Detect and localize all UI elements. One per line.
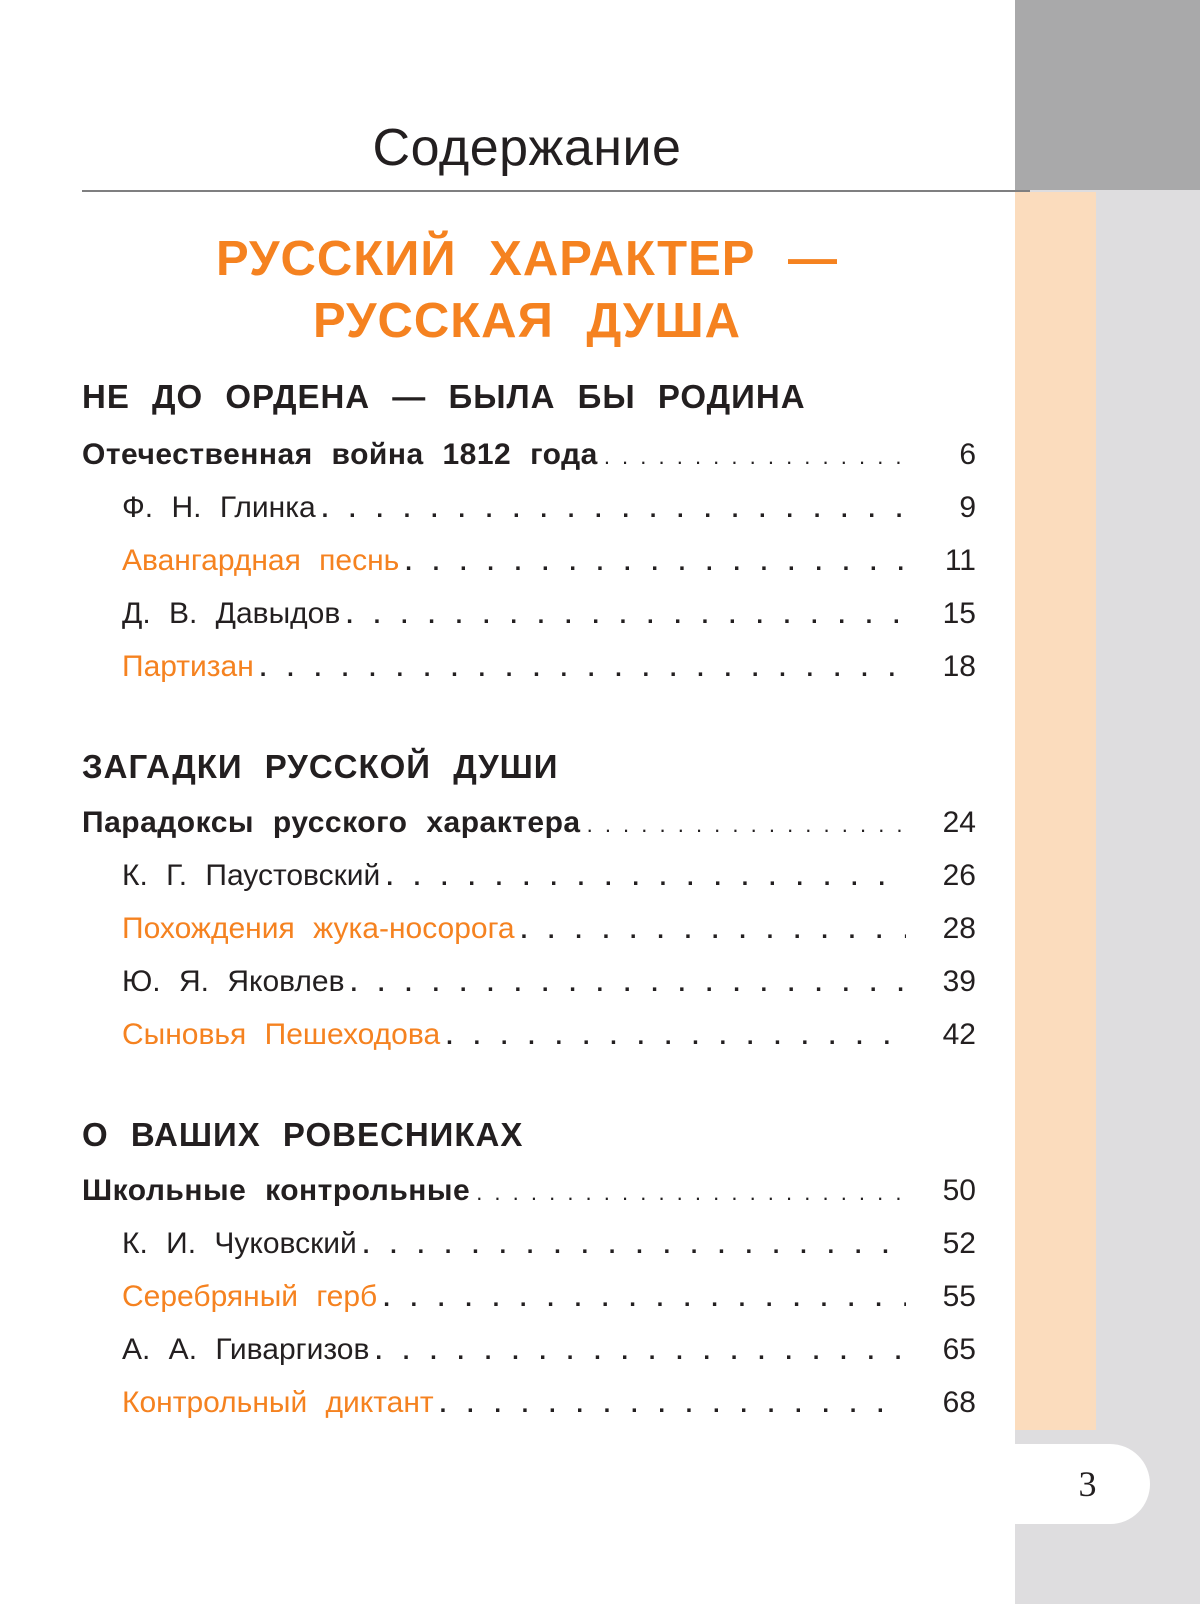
dot-leader: [386, 864, 906, 892]
toc-page-number: 68: [942, 1386, 976, 1419]
toc-page-number: 9: [959, 491, 976, 524]
title-divider: [82, 190, 1030, 192]
toc-page-number: 55: [942, 1280, 976, 1313]
dot-leader: [346, 602, 906, 630]
toc-page-number: 11: [944, 544, 976, 577]
dot-leader: [440, 1391, 906, 1419]
toc-work-label: Похождения жука-носорога: [122, 912, 515, 945]
dot-leader: [351, 970, 907, 998]
toc-topic-label: Парадоксы русского характера: [82, 806, 581, 839]
dot-leader: [322, 496, 906, 524]
toc-page-number: 50: [942, 1174, 976, 1207]
toc-page-number: 15: [942, 597, 976, 630]
toc-page-number: 39: [942, 965, 976, 998]
toc-page-number: 6: [959, 438, 976, 471]
toc-topic[interactable]: [82, 806, 976, 846]
toc-author-label: К. Г. Паустовский: [122, 859, 381, 892]
section-heading: ЗАГАДКИ РУССКОЙ ДУШИ: [82, 748, 559, 785]
toc-author[interactable]: [122, 965, 976, 1005]
side-margin-accent: [1015, 192, 1096, 1430]
toc-author[interactable]: [122, 597, 976, 637]
page-title: Содержание: [372, 119, 682, 177]
toc-work[interactable]: [122, 1386, 976, 1426]
toc-author[interactable]: [122, 859, 976, 899]
toc-work[interactable]: [122, 912, 976, 952]
dot-leader: [587, 812, 906, 838]
toc-page-number: 65: [942, 1333, 976, 1366]
toc-work[interactable]: [122, 1018, 976, 1058]
toc-topic[interactable]: [82, 438, 976, 478]
toc-author-label: К. И. Чуковский: [122, 1227, 357, 1260]
toc-page-number: 24: [942, 806, 976, 839]
dot-leader: [476, 1180, 906, 1206]
toc-topic-label: Отечественная война 1812 года: [82, 438, 598, 471]
toc-page-number: 18: [942, 650, 976, 683]
dot-leader: [521, 917, 906, 945]
toc-work-label: Серебряный герб: [122, 1280, 378, 1313]
part-title: [82, 228, 972, 352]
toc-work[interactable]: [122, 650, 976, 690]
dot-leader: [260, 655, 906, 683]
toc-author-label: А. А. Гиваргизов: [122, 1333, 370, 1366]
part-title-line-2: РУССКАЯ ДУША: [312, 294, 742, 348]
toc-author[interactable]: [122, 1227, 976, 1267]
dot-leader: [383, 1285, 906, 1313]
dot-leader: [446, 1023, 906, 1051]
toc-topic[interactable]: [82, 1174, 976, 1214]
dot-leader: [363, 1232, 906, 1260]
toc-author-label: Ф. Н. Глинка: [122, 491, 316, 524]
toc-page-number: 28: [942, 912, 976, 945]
dot-leader: [375, 1338, 906, 1366]
dot-leader: [604, 444, 906, 470]
toc-work-label: Партизан: [122, 650, 254, 683]
toc-author[interactable]: [122, 491, 976, 531]
toc-author-label: Д. В. Давыдов: [122, 597, 341, 630]
section-heading: НЕ ДО ОРДЕНА — БЫЛА БЫ РОДИНА: [82, 378, 806, 415]
page-number-tab: [1015, 1444, 1150, 1524]
toc-topic-label: Школьные контрольные: [82, 1174, 471, 1207]
toc-work-label: Авангардная песнь: [122, 544, 400, 577]
part-title-line-1: РУССКИЙ ХАРАКТЕР —: [215, 232, 839, 286]
toc-author-label: Ю. Я. Яковлев: [122, 965, 345, 998]
toc-page-number: 26: [942, 859, 976, 892]
side-margin-top: [1015, 0, 1200, 190]
toc-work-label: Контрольный диктант: [122, 1386, 434, 1419]
toc-work-label: Сыновья Пешеходова: [122, 1018, 441, 1051]
section-heading: О ВАШИХ РОВЕСНИКАХ: [82, 1116, 524, 1153]
toc-work[interactable]: [122, 544, 976, 584]
toc-page-number: 42: [942, 1018, 976, 1051]
dot-leader: [405, 549, 906, 577]
page-number: 3: [1078, 1464, 1097, 1504]
toc-work[interactable]: [122, 1280, 976, 1320]
toc-page-number: 52: [942, 1227, 976, 1260]
toc-author[interactable]: [122, 1333, 976, 1373]
